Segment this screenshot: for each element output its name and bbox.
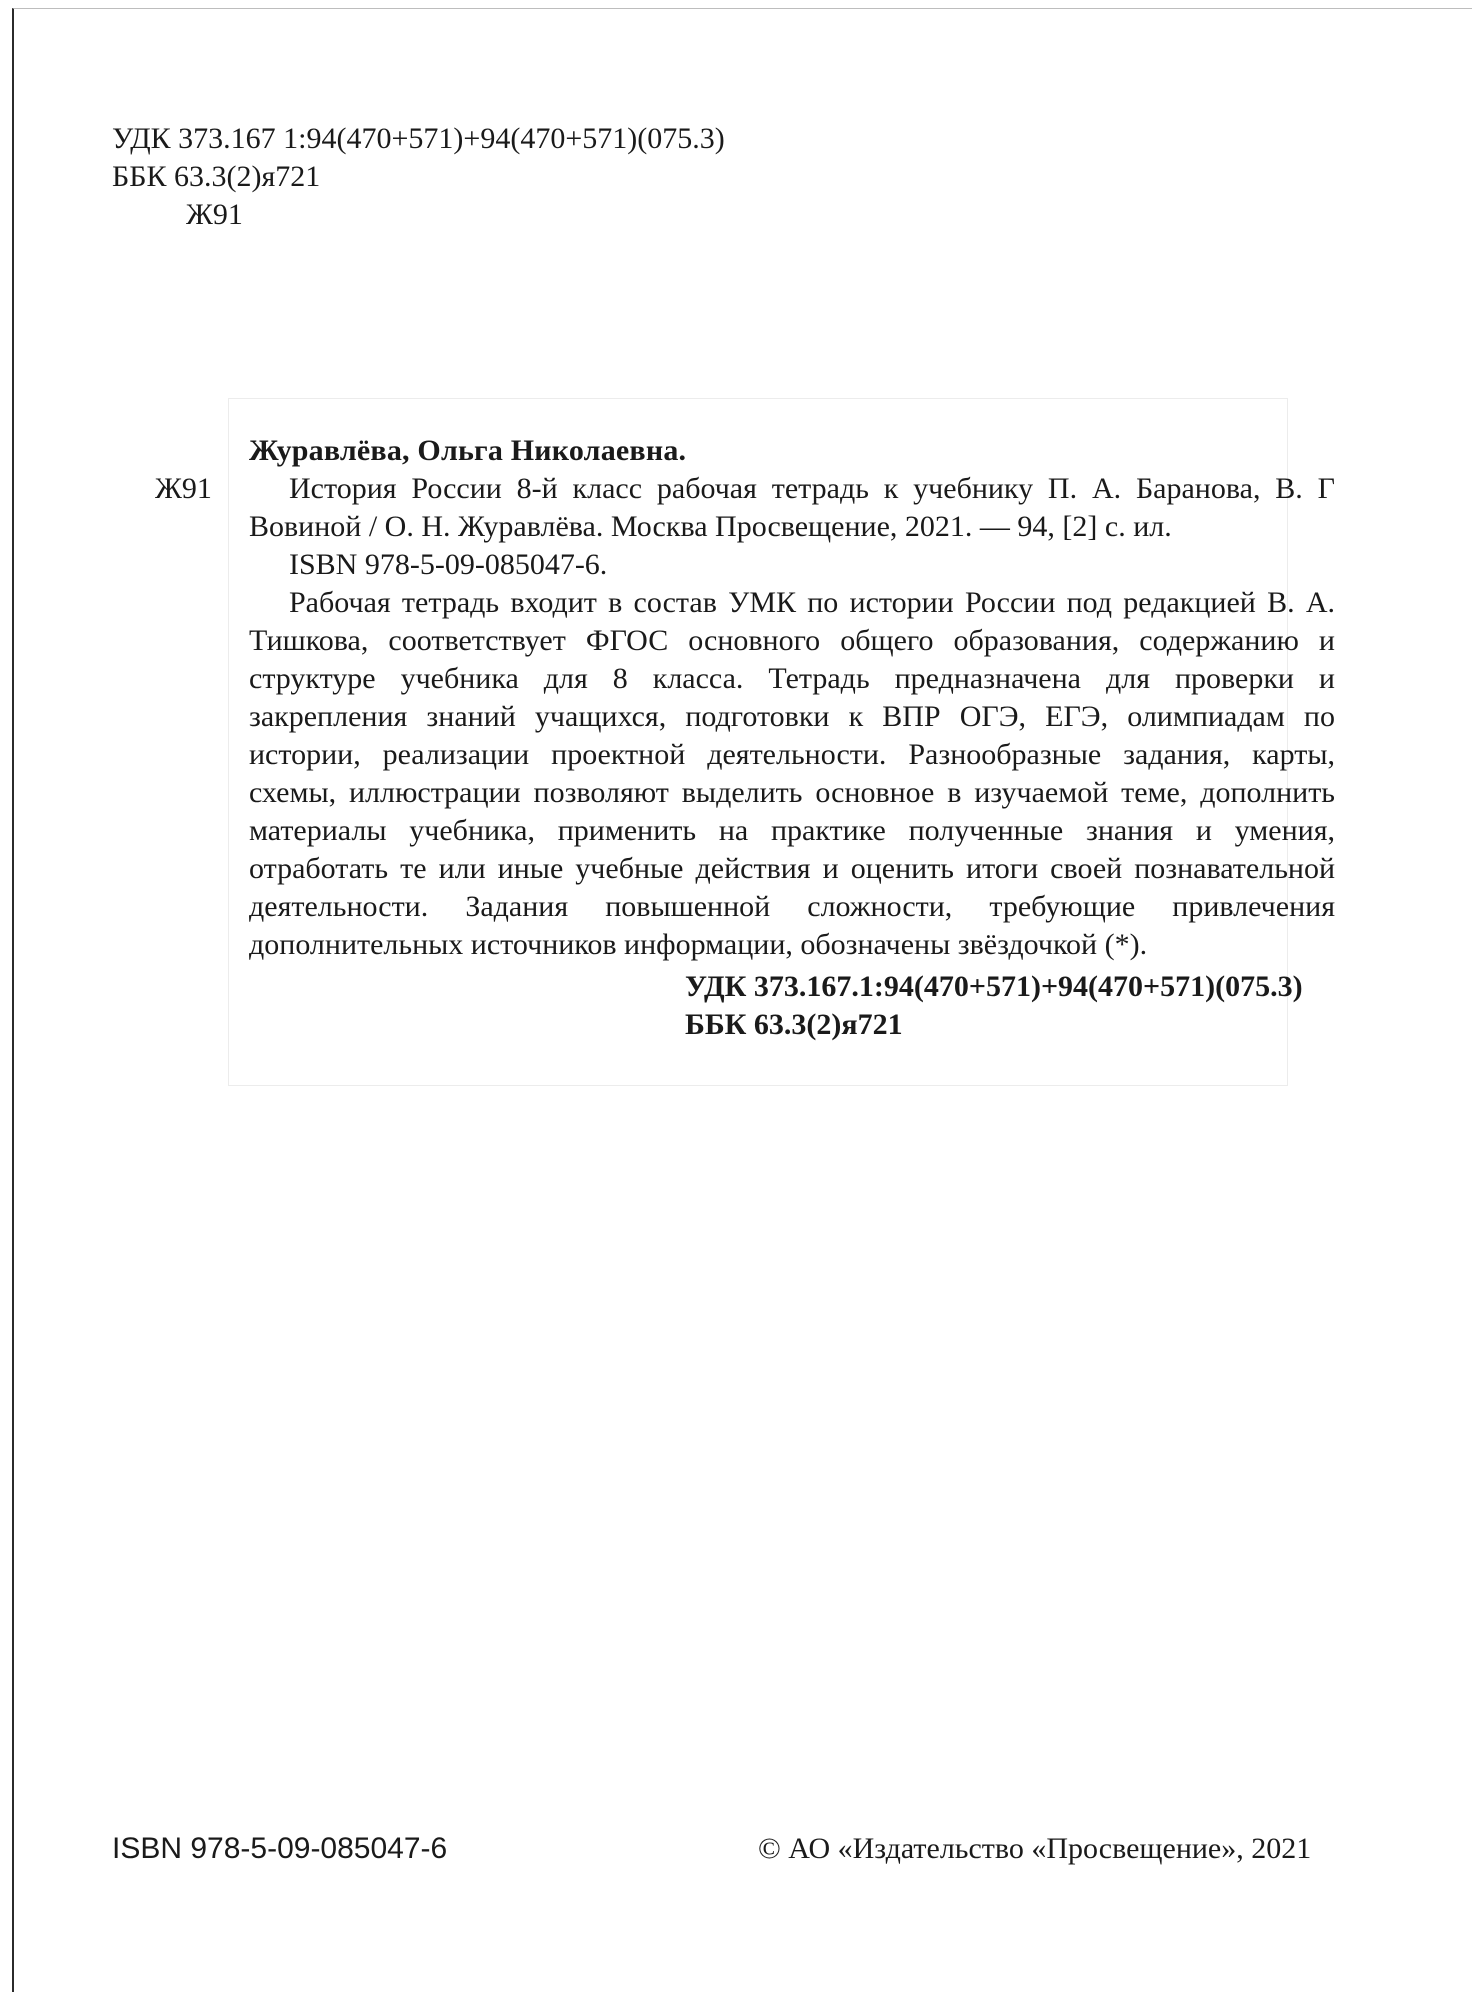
author-heading: Журавлёва, Ольга Николаевна. bbox=[249, 434, 687, 467]
bibliographic-entry bbox=[155, 470, 1335, 546]
udk-code: УДК 373.167 1:94(470+571)+94(470+571)(075.3) bbox=[112, 122, 725, 155]
copyright-notice: © АО «Издательство «Просвещение», 2021 bbox=[758, 1832, 1312, 1865]
card-udk-code: УДК 373.167.1:94(470+571)+94(470+571)(075.3) bbox=[685, 970, 1303, 1003]
bbk-code: ББК 63.3(2)я721 bbox=[112, 160, 321, 193]
catalog-card bbox=[155, 432, 1335, 1044]
footer-isbn: ISBN 978-5-09-085047-6 bbox=[112, 1832, 448, 1865]
card-classification-codes bbox=[685, 968, 1335, 1044]
author-mark: Ж91 bbox=[186, 198, 243, 231]
card-bbk-code: ББК 63.3(2)я721 bbox=[685, 1008, 903, 1041]
bibliographic-description: История России 8-й класс рабочая тетрадь к учебнику П. А. Баранова, В. Г Вовиной / О. Н. Журавлёва. Москва Просвещение, 2021. — 94, [2] с. ил. bbox=[249, 472, 1335, 543]
card-isbn: ISBN 978-5-09-085047-6. bbox=[289, 548, 608, 581]
card-author-mark: Ж91 bbox=[155, 472, 212, 505]
classification-codes bbox=[112, 120, 725, 234]
annotation: Рабочая тетрадь входит в состав УМК по истории России под редакцией В. А. Тишкова, соответствует ФГОС основного общего образования, содержанию и структуре учебника для 8 класса. Тетрадь предназначена для проверки и закрепления знаний учащихся, подготовки к ВПР ОГЭ, ЕГЭ, олимпиадам по истории, реализации проектной деятельности. Разнообразные задания, карты, схемы, иллюстрации позволяют выделить основное в изучаемой теме, дополнить материалы учебника, применить на практике полученные знания и умения, отработать те или иные учебные действия и оценить итоги своей познавательной деятельности. Задания повышенной сложности, требующие привлечения дополнительных источников информации, обозначены звёздочкой (*). bbox=[249, 586, 1335, 961]
